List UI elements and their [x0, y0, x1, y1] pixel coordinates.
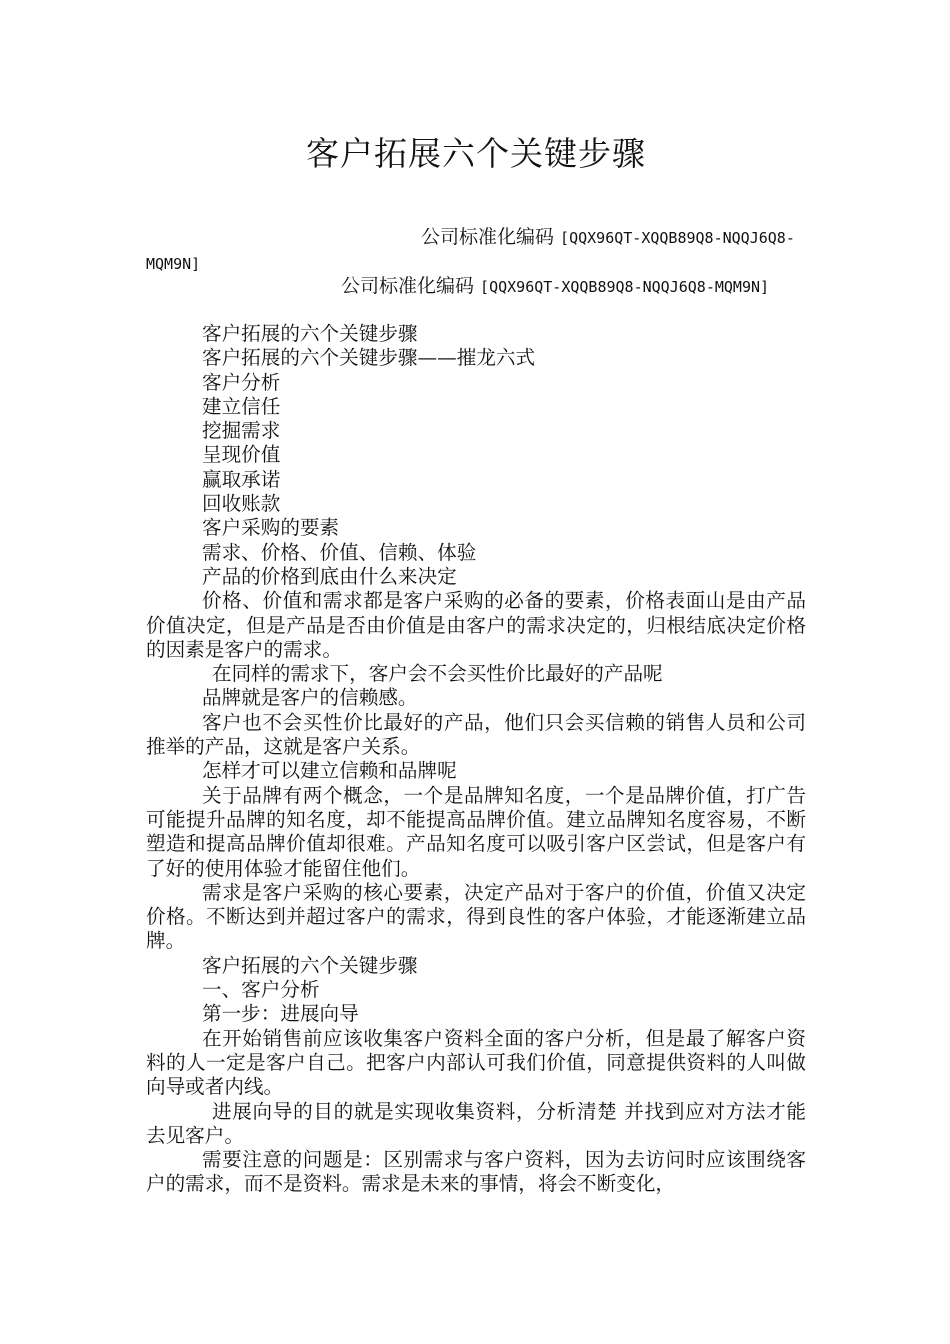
standard-code-value: [QQX96QT-XQQB89Q8-NQQJ6Q8-MQM9N]	[146, 229, 795, 273]
section-heading: 客户拓展的六个关键步骤	[202, 953, 418, 977]
body-paragraph: 需求是客户采购的核心要素，决定产品对于客户的价值，价值又决定价格。不断达到并超过客户的需求，得到良性的客户体验，才能逐渐建立品牌。	[146, 880, 806, 953]
step-item: 客户分析	[202, 370, 281, 394]
body-paragraph: 价格、价值和需求都是客户采购的必备的要素，价格表面山是由产品价值决定，但是产品是否由价值是由客户的需求决定的，归根结底决定价格的因素是客户的需求。	[146, 589, 806, 661]
standard-code-line	[146, 274, 806, 300]
question-heading: 产品的价格到底由什么来决定	[202, 564, 457, 588]
step-item: 建立信任	[202, 394, 281, 418]
body-paragraph: 关于品牌有两个概念，一个是品牌知名度，一个是品牌价值，打广告可能提升品牌的知名度，却不能提高品牌价值。建立品牌知名度容易，不断塑造和提高品牌价值却很难。产品知名度可以吸引客户区尝试，但是客户有了好的使用体验才能留住他们。	[146, 783, 806, 880]
section-heading: 一、客户分析	[202, 978, 320, 1002]
section-heading: 客户采购的要素	[202, 516, 340, 540]
body-paragraph: 需求、价格、价值、信赖、体验	[202, 540, 477, 564]
question-heading: 怎样才可以建立信赖和品牌呢	[202, 759, 457, 783]
document-body	[146, 322, 806, 1197]
section-heading: 客户拓展的六个关键步骤	[202, 322, 418, 345]
standard-code-line	[146, 225, 806, 277]
step-heading: 第一步：进展向导	[202, 1002, 359, 1026]
body-paragraph: 品牌就是客户的信赖感。	[202, 686, 418, 710]
standard-code-value: [QQX96QT-XQQB89Q8-NQQJ6Q8-MQM9N]	[480, 278, 770, 296]
standard-code-label: 公司标准化编码	[421, 226, 561, 248]
step-item: 呈现价值	[202, 443, 281, 467]
body-paragraph: 进展向导的目的就是实现收集资料，分析清楚 并找到应对方法才能去见客户。	[146, 1099, 806, 1147]
body-paragraph: 客户也不会买性价比最好的产品，他们只会买信赖的销售人员和公司推举的产品，这就是客户关系。	[146, 710, 806, 759]
standard-code-label: 公司标准化编码	[341, 275, 481, 297]
document-title: 客户拓展六个关键步骤	[306, 134, 646, 173]
body-paragraph: 需要注意的问题是：区别需求与客户资料，因为去访问时应该围绕客户的需求，而不是资料。需求是未来的事情，将会不断变化，	[146, 1148, 806, 1196]
question-heading: 在同样的需求下，客户会不会买性价比最好的产品呢	[212, 662, 663, 686]
body-paragraph: 在开始销售前应该收集客户资料全面的客户分析，但是最了解客户资料的人一定是客户自己。把客户内部认可我们价值，同意提供资料的人叫做向导或者内线。	[146, 1026, 806, 1099]
section-heading: 客户拓展的六个关键步骤——摧龙六式	[202, 346, 536, 370]
step-item: 回收账款	[202, 492, 281, 516]
step-item: 赢取承诺	[202, 467, 281, 491]
step-item: 挖掘需求	[202, 419, 281, 443]
